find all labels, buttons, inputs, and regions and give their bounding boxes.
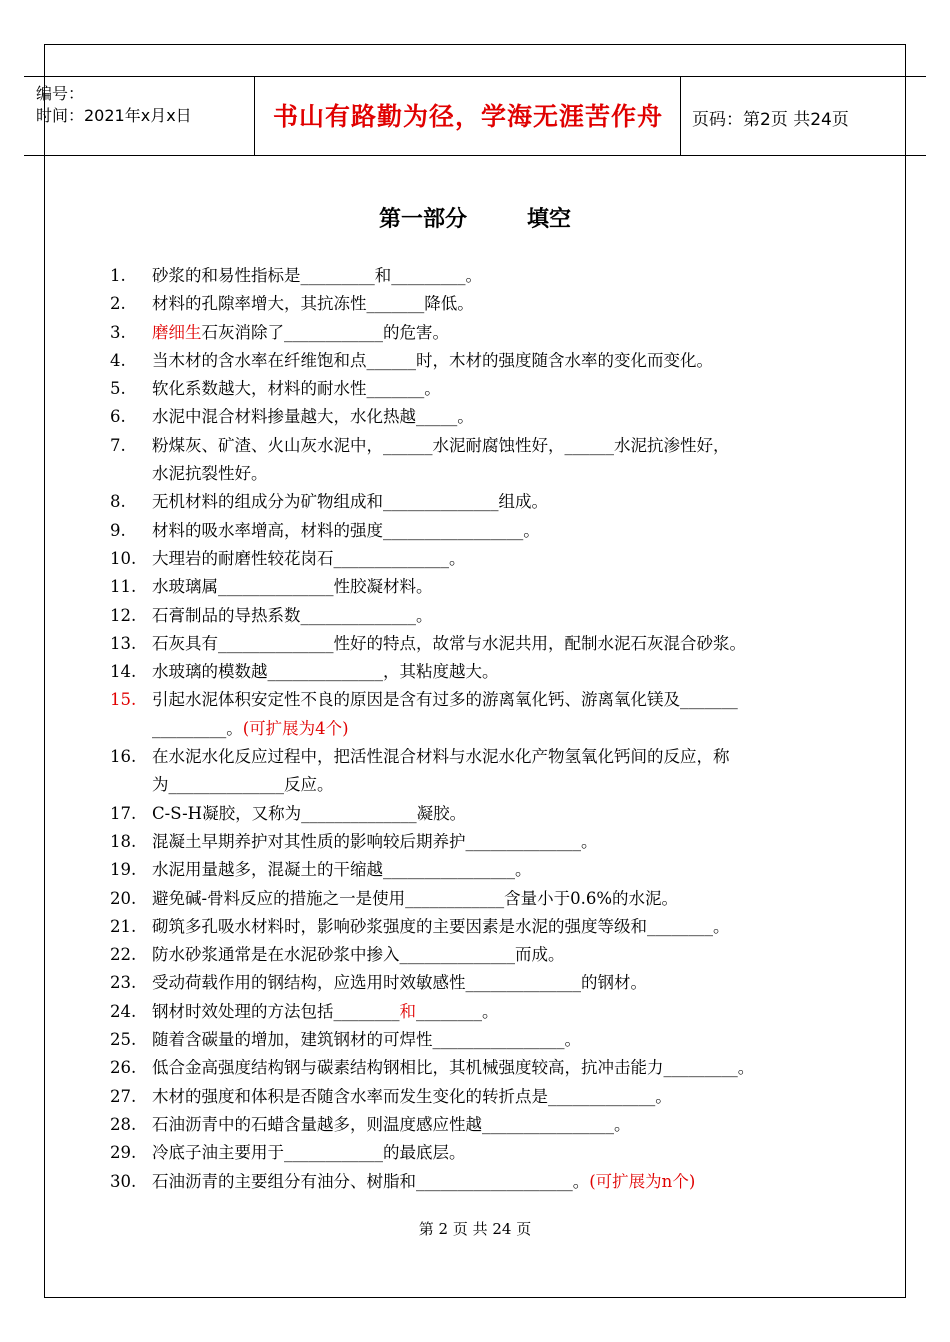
question-item [110,602,850,630]
text-segment: 石油沥青中的石蜡含量越多，则温度感应性越________________。 [152,1114,631,1134]
question-item [110,517,850,545]
question-text [152,488,850,516]
text-segment: 材料的吸水率增高，材料的强度_________________。 [152,520,540,540]
red-note: 和 [399,1001,416,1021]
question-item [110,1139,850,1167]
question-text [152,969,850,997]
question-item [110,800,850,828]
question-text [152,573,850,601]
question-text [152,658,850,686]
question-number: 1. [110,266,126,285]
question-text [152,686,850,743]
text-segment: 石油沥青的主要组分有油分、树脂和___________________。 [152,1171,590,1191]
text-segment: 水泥用量越多，混凝土的干缩越________________。 [152,860,532,880]
question-item [110,1083,850,1111]
question-text [152,517,850,545]
header-meta [36,83,192,127]
question-number: 24. [110,1001,137,1021]
question-item [110,1111,850,1139]
text-segment: 防水砂浆通常是在水泥砂浆中掺入______________而成。 [152,945,565,965]
red-note: (可扩展为n个) [589,1171,696,1191]
question-text [152,262,850,290]
text-segment: 冷底子油主要用于____________的最底层。 [152,1143,466,1163]
section-part: 第一部分 [378,207,467,232]
question-number: 14. [110,662,137,682]
question-text [152,1026,850,1054]
question-text [152,913,850,941]
question-text [152,290,850,318]
question-item [110,1026,850,1054]
question-number: 4. [110,350,126,370]
section-topic: 填空 [527,207,572,232]
question-item [110,1168,850,1196]
text-segment: 受动荷载作用的钢结构，应选用时效敏感性______________的钢材。 [152,973,647,993]
question-number: 26. [110,1058,137,1078]
question-number: 16. [110,747,137,767]
text-segment: 大理岩的耐磨性较花岗石______________。 [152,548,466,568]
text-segment: C-S-H凝胶，又称为______________凝胶。 [152,803,467,823]
question-text [152,743,850,800]
question-item [110,1054,850,1082]
question-item [110,545,850,573]
question-text [152,800,850,828]
question-text [152,319,850,347]
question-text [152,828,850,856]
text-segment: 石灰消除了____________的危害。 [201,322,449,342]
text-segment: 粉煤灰、矿渣、火山灰水泥中，______水泥耐腐蚀性好，______水泥抗渗性好， 水泥抗裂性好。 [152,435,730,484]
question-number: 20. [110,888,137,908]
question-item [110,885,850,913]
question-number: 19. [110,860,137,880]
section-title [0,202,950,233]
question-number: 3. [110,322,126,342]
question-text [152,347,850,375]
question-item [110,969,850,997]
text-segment: 无机材料的组成分为矿物组成和______________组成。 [152,492,548,512]
question-item [110,573,850,601]
question-item [110,686,850,743]
text-segment: 随着含碳量的增加，建筑钢材的可焊性________________。 [152,1030,581,1050]
question-item [110,488,850,516]
question-number: 28. [110,1114,137,1134]
text-segment: 材料的孔隙率增大，其抗冻性_______降低。 [152,294,474,314]
question-item [110,658,850,686]
text-segment: ________。 [416,1001,499,1021]
question-number: 15. [110,690,137,710]
question-number: 2. [110,294,126,314]
question-text [152,1139,850,1167]
question-number: 10. [110,548,137,568]
question-text [152,885,850,913]
question-item [110,743,850,800]
question-item [110,828,850,856]
question-item [110,432,850,489]
question-text [152,602,850,630]
question-item [110,941,850,969]
question-number: 29. [110,1143,137,1163]
question-text [152,1168,850,1196]
text-segment: 水玻璃属______________性胶凝材料。 [152,577,433,597]
text-segment: 水泥中混合材料掺量越大，水化热越_____。 [152,407,474,427]
text-segment: 钢材时效处理的方法包括________ [152,1001,400,1021]
text-segment: 当木材的含水率在纤维饱和点______时，木材的强度随含水率的变化而变化。 [152,350,713,370]
text-segment: 引起水泥体积安定性不良的原因是含有过多的游离氧化钙、游离氧化镁及_______ _________。 [152,690,738,738]
text-segment: 石膏制品的导热系数______________。 [152,605,433,625]
question-number: 7. [110,435,126,455]
question-text [152,1083,850,1111]
question-item [110,403,850,431]
question-number: 8. [110,492,126,512]
question-number: 6. [110,407,126,427]
text-segment: 砂浆的和易性指标是_________和_________。 [152,266,482,285]
question-item [110,630,850,658]
text-segment: 木材的强度和体积是否随含水率而发生变化的转折点是_____________。 [152,1086,672,1106]
header-divider [680,77,681,155]
question-list [110,262,850,1196]
question-item [110,262,850,290]
question-number: 21. [110,916,137,936]
question-number: 12. [110,605,137,625]
question-item [110,913,850,941]
question-text [152,375,850,403]
question-number: 9. [110,520,126,540]
question-number: 17. [110,803,137,823]
question-text [152,630,850,658]
text-segment: 低合金高强度结构钢与碳素结构钢相比，其机械强度较高，抗冲击能力_________。 [152,1058,755,1078]
page-info: 页码：第2页 共24页 [692,110,849,130]
text-segment: 水玻璃的模数越______________，其粘度越大。 [152,662,499,682]
page-footer: 第 2 页 共 24 页 [418,1220,532,1238]
question-text [152,545,850,573]
question-text [152,1054,850,1082]
question-item [110,319,850,347]
question-number: 5. [110,379,126,399]
question-text [152,941,850,969]
red-note: 磨细生 [152,322,202,342]
question-text [152,432,850,489]
question-number: 22. [110,945,137,965]
code-label: 编号： [36,84,85,103]
question-number: 11. [110,577,137,597]
red-note: (可扩展为4个) [242,718,349,738]
question-number: 27. [110,1086,137,1106]
text-segment: 避免碱-骨料反应的措施之一是使用____________含量小于0.6%的水泥。 [152,888,678,908]
text-segment: 石灰具有______________性好的特点，故常与水泥共用，配制水泥石灰混合砂浆。 [152,633,746,653]
question-number: 30. [110,1171,137,1191]
header-divider [254,77,255,155]
page-header [24,76,926,156]
text-segment: 混凝土早期养护对其性质的影响较后期养护______________。 [152,831,598,851]
question-number: 23. [110,973,137,993]
question-text [152,1111,850,1139]
question-item [110,290,850,318]
question-item [110,347,850,375]
question-number: 13. [110,633,137,653]
time-label: 时间：2021年x月x日 [36,106,192,125]
text-segment: 软化系数越大，材料的耐水性_______。 [152,379,441,399]
question-item [110,998,850,1026]
question-text [152,998,850,1026]
question-item [110,375,850,403]
question-number: 25. [110,1030,137,1050]
motto: 书山有路勤为径，学海无涯苦作舟 [272,102,663,131]
text-segment: 在水泥水化反应过程中，把活性混合材料与水泥水化产物氢氧化钙间的反应，称 为______________反应。 [152,747,730,795]
text-segment: 砌筑多孔吸水材料时，影响砂浆强度的主要因素是水泥的强度等级和________。 [152,916,730,936]
question-text [152,856,850,884]
question-number: 18. [110,831,137,851]
question-text [152,403,850,431]
question-item [110,856,850,884]
